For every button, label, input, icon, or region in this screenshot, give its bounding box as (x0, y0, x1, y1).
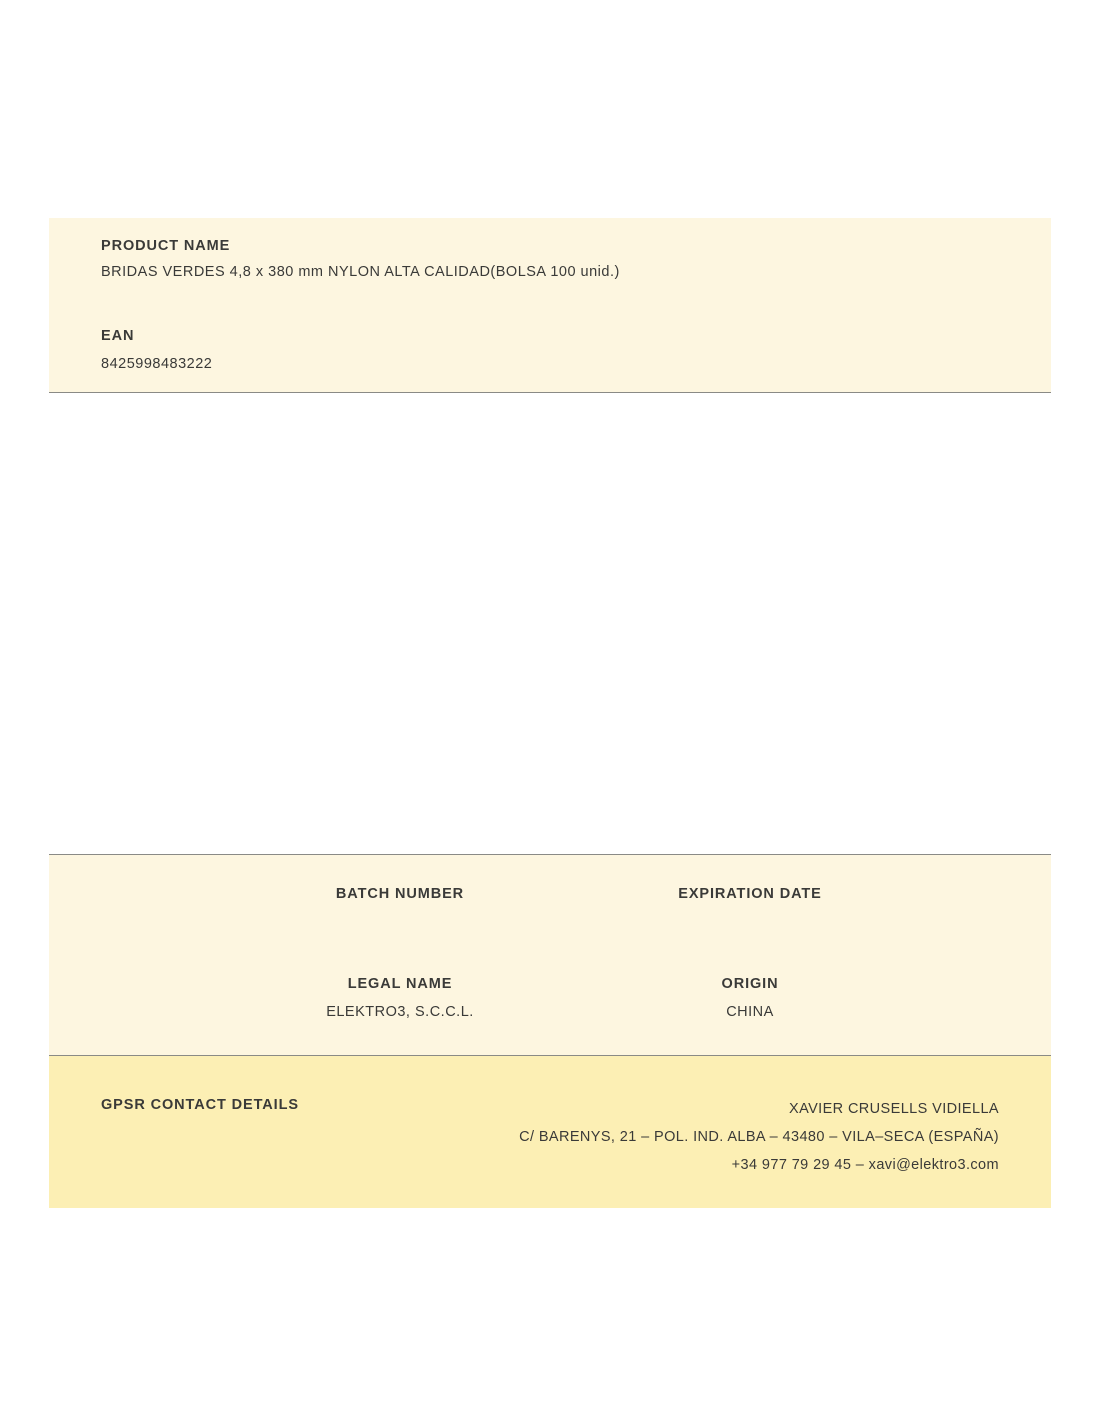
gpsr-contact-label: GPSR CONTACT DETAILS (101, 1097, 299, 1113)
ean-label: EAN (101, 328, 135, 344)
legal-name-value: ELEKTRO3, S.C.C.L. (326, 1004, 474, 1020)
product-name-value: BRIDAS VERDES 4,8 x 380 mm NYLON ALTA CALIDAD(BOLSA 100 unid.) (101, 264, 620, 280)
product-name-label: PRODUCT NAME (101, 238, 231, 254)
gpsr-contact-person: XAVIER CRUSELLS VIDIELLA (789, 1101, 999, 1117)
gpsr-contact-phone-email: +34 977 79 29 45 – xavi@elektro3.com (731, 1157, 999, 1173)
expiration-date-label: EXPIRATION DATE (678, 886, 822, 902)
origin-value: CHINA (726, 1004, 774, 1020)
gpsr-contact-lines (519, 1095, 999, 1179)
blank-spacer-area (49, 393, 1051, 854)
ean-value: 8425998483222 (101, 356, 213, 372)
batch-number-label: BATCH NUMBER (335, 886, 465, 902)
origin-label: ORIGIN (721, 976, 779, 992)
product-details-block (49, 218, 1051, 393)
legal-name-label: LEGAL NAME (347, 976, 453, 992)
gpsr-contact-address: C/ BARENYS, 21 – POL. IND. ALBA – 43480 – VILA–SECA (ESPAÑA) (519, 1129, 999, 1145)
batch-legal-block (49, 854, 1051, 1056)
gpsr-contact-block (49, 1056, 1051, 1208)
